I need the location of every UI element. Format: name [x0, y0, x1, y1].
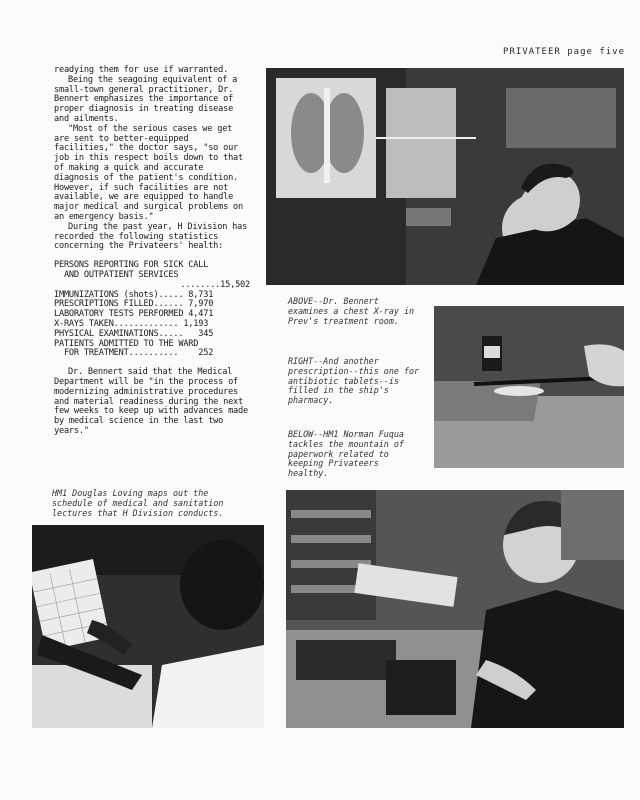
stat-line: ........15,502: [180, 279, 250, 290]
caption-below: BELOW--HM1 Norman Fuqua tackles the mountain of paperwork related to keeping Privateers healthy.: [288, 429, 404, 479]
stat-line: LABORATORY TESTS PERFORMED 4,471: [54, 309, 214, 320]
stat-line: PATIENTS ADMITTED TO THE WARD: [54, 338, 199, 349]
article-paragraph: Being the seagoing equivalent of a small-town general practitioner, Dr. Bennert emphasizes the importance of proper diagnosis in treating disease and ailments.: [54, 74, 238, 124]
article-paragraph: Dr. Bennert said that the Medical Department will be "in the process of modernizing administrative procedures and material readiness during the next few weeks to keep up with advances made by medical science in the last two years.": [54, 367, 248, 436]
article-paragraph: "Most of the serious cases we get are sent to better-equipped facilities," the doctor says, "so our job in this respect boils down to that of making a quick and accurate diagnosis of the patient's condition. However, if such facilities are not available, we are equipped to handle major medical and surgical problems on an emergency basis.": [54, 123, 244, 222]
caption-above: ABOVE--Dr. Bennert examines a chest X-ray in Prev's treatment room.: [288, 296, 415, 326]
paperwork-photo-art: [286, 490, 624, 728]
xray-photo-art: [266, 68, 624, 285]
article-paragraph: readying them for use if warranted.: [54, 65, 229, 75]
schedule-photo: [32, 525, 264, 728]
health-statistics: [54, 261, 250, 359]
article-paragraph: During the past year, H Division has recorded the following statistics concerning the Privateers' health:: [54, 221, 248, 252]
stat-line: X-RAYS TAKEN............. 1,193: [54, 318, 209, 329]
pharmacy-photo-art: [434, 306, 624, 468]
stat-line: AND OUTPATIENT SERVICES: [54, 269, 179, 280]
stat-line: PHYSICAL EXAMINATIONS..... 345: [54, 328, 214, 339]
article-column: [54, 66, 250, 437]
paperwork-photo: [286, 490, 624, 728]
stat-line: PERSONS REPORTING FOR SICK CALL: [54, 260, 209, 271]
stat-line: IMMUNIZATIONS (shots)..... 8,731: [54, 289, 214, 300]
caption-right: RIGHT--And another prescription--this one for antibiotic tablets--is filled in the ship's pharmacy.: [288, 356, 420, 406]
schedule-photo-art: [32, 525, 264, 728]
pharmacy-photo: [434, 306, 624, 468]
stat-line: FOR TREATMENT.......... 252: [54, 348, 214, 359]
xray-photo: [266, 68, 624, 285]
stat-line: PRESCRIPTIONS FILLED...... 7,970: [54, 299, 214, 310]
caption-left: HM1 Douglas Loving maps out the schedule of medical and sanitation lectures that H Division conducts.: [52, 488, 224, 518]
page-header: PRIVATEER page five: [503, 47, 625, 57]
